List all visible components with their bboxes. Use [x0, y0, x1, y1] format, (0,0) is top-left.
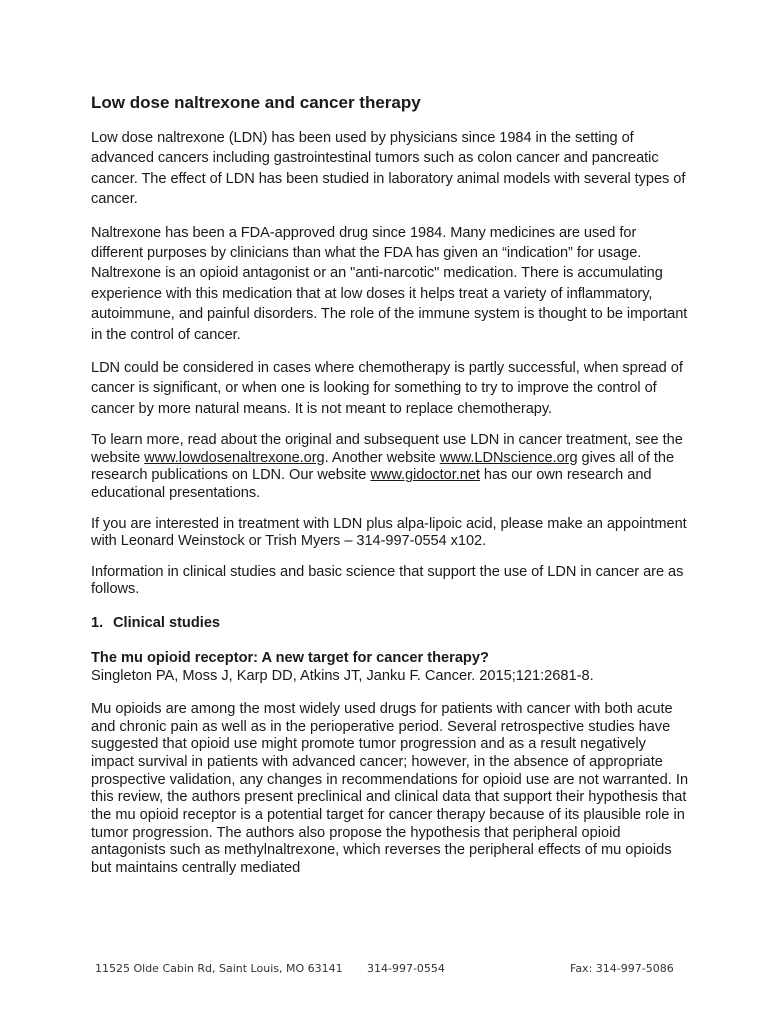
learn-more-paragraph — [91, 432, 691, 502]
document-title: Low dose naltrexone and cancer therapy — [91, 93, 421, 112]
section-heading-clinical-studies — [91, 613, 691, 633]
article-abstract: Mu opioids are among the most widely used drugs for patients with cancer with both acute and chronic pain as well as in the perioperative period. Several retrospective studies have suggested that opioid use might promote tumor progression and as a result negatively impact survival in patients with advanced cancer; however, in the absence of appropriate prospective validation, any changes in recommendations for opioid use are not warranted. In this review, the authors present preclinical and clinical data that support their hypothesis that the mu opioid receptor is a potential target for cancer therapy because of its plausible role in tumor progression. The authors also propose the hypothesis that peripheral opioid antagonists such as methylnaltrexone, which reverses the peripheral effects of mu opioids but maintains centrally mediated — [91, 701, 689, 876]
footer-address: 11525 Olde Cabin Rd, Saint Louis, MO 63141 — [95, 962, 343, 975]
learn-more-text-3: gives all of the research publications on LDN. Our website — [91, 449, 675, 484]
learn-more-text-4: has our own research and educational presentations. — [91, 467, 652, 502]
lowdosenaltrexone-link[interactable]: www.lowdosenaltrexone.org — [144, 449, 325, 466]
document-body — [91, 92, 691, 878]
gidoctor-link[interactable]: www.gidoctor.net — [370, 467, 480, 484]
footer-fax: Fax: 314-997-5086 — [570, 962, 674, 975]
studies-intro-paragraph: Information in clinical studies and basic science that support the use of LDN in cancer are as follows. — [91, 563, 684, 598]
article-citation: Singleton PA, Moss J, Karp DD, Atkins JT, Janku F. Cancer. 2015;121:2681-8. — [91, 668, 594, 685]
learn-more-text-2: . Another website — [324, 449, 440, 466]
section-title: Clinical studies — [113, 615, 221, 632]
intro-paragraph: Low dose naltrexone (LDN) has been used by physicians since 1984 in the setting of advanced cancers including gastrointestinal tumors such as colon cancer and pancreatic cancer. The effect of LDN has been studied in laboratory animal models with several types of cancer. — [91, 130, 686, 208]
footer-phone: 314-997-0554 — [367, 962, 445, 975]
section-number: 1. — [91, 615, 104, 632]
learn-more-text-1: To learn more, read about the original and subsequent use LDN in cancer treatment, see the website — [91, 432, 683, 466]
ldnscience-link[interactable]: www.LDNscience.org — [439, 449, 578, 466]
appointment-paragraph: If you are interested in treatment with LDN plus alpa-lipoic acid, please make an appointment with Leonard Weinstock or Trish Myers – 314-997-0554 x102. — [91, 515, 687, 550]
article-title: The mu opioid receptor: A new target for cancer therapy? — [91, 650, 489, 667]
ldn-consideration-paragraph: LDN could be considered in cases where chemotherapy is partly successful, when spread of cancer is significant, or when one is looking for something to try to improve the control of cancer by more natural means. It is not meant to replace chemotherapy. — [91, 360, 683, 417]
naltrexone-paragraph: Naltrexone has been a FDA-approved drug since 1984. Many medicines are used for different purposes by clinicians than what the FDA has given an “indication” for usage. Naltrexone is an opioid antagonist or an "anti-narcotic" medication. There is accumulating experience with this medication that at low doses it helps treat a variety of inflammatory, autoimmune, and painful disorders. The role of the immune system is thought to be important in the control of cancer. — [91, 224, 688, 343]
